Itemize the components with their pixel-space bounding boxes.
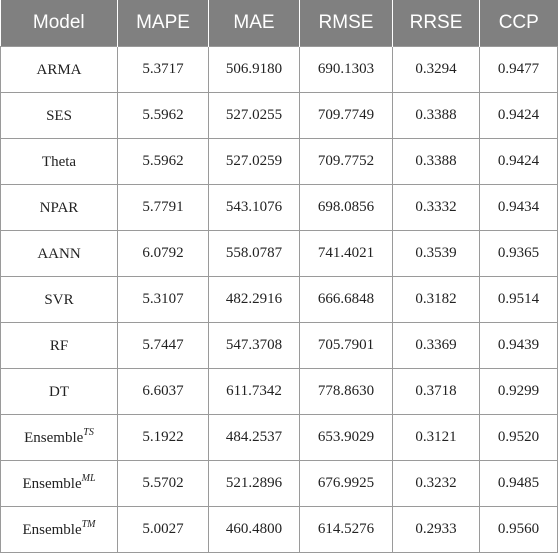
header-mae: MAE: [209, 0, 300, 47]
model-name: Theta: [41, 154, 77, 170]
model-name: RF: [49, 338, 69, 354]
cell-rmse: 705.7901: [300, 323, 393, 369]
table-row: [1, 231, 558, 277]
cell-mape: 5.0027: [118, 507, 209, 553]
cell-rrse: 0.3539: [393, 231, 480, 277]
cell-ccp: 0.9439: [480, 323, 558, 369]
table-header: [1, 0, 558, 47]
cell-ccp: 0.9520: [480, 415, 558, 461]
cell-mae: 460.4800: [209, 507, 300, 553]
model-superscript: TM: [81, 519, 96, 530]
header-rmse: RMSE: [300, 0, 393, 47]
cell-rrse: 0.3388: [393, 93, 480, 139]
header-model: Model: [1, 0, 118, 47]
table-row: [1, 415, 558, 461]
cell-mape: 6.6037: [118, 369, 209, 415]
cell-rmse: 666.6848: [300, 277, 393, 323]
table-row: [1, 369, 558, 415]
cell-model: [1, 93, 118, 139]
cell-model: [1, 415, 118, 461]
cell-rrse: 0.3182: [393, 277, 480, 323]
model-name: Ensemble: [24, 430, 84, 446]
model-name: ARMA: [36, 62, 82, 78]
cell-mae: 521.2896: [209, 461, 300, 507]
cell-rrse: 0.3369: [393, 323, 480, 369]
cell-mae: 527.0259: [209, 139, 300, 185]
cell-rmse: 709.7749: [300, 93, 393, 139]
cell-ccp: 0.9424: [480, 93, 558, 139]
cell-rmse: 741.4021: [300, 231, 393, 277]
cell-mae: 506.9180: [209, 47, 300, 93]
cell-rmse: 698.0856: [300, 185, 393, 231]
cell-mape: 5.7791: [118, 185, 209, 231]
cell-rmse: 653.9029: [300, 415, 393, 461]
cell-mae: 547.3708: [209, 323, 300, 369]
cell-rmse: 709.7752: [300, 139, 393, 185]
model-superscript: ML: [81, 473, 96, 484]
cell-rrse: 0.3121: [393, 415, 480, 461]
cell-ccp: 0.9299: [480, 369, 558, 415]
cell-rmse: 778.8630: [300, 369, 393, 415]
header-rrse: RRSE: [393, 0, 480, 47]
table-row: [1, 93, 558, 139]
cell-rrse: 0.3388: [393, 139, 480, 185]
table-row: [1, 47, 558, 93]
table-row: [1, 139, 558, 185]
cell-rmse: 690.1303: [300, 47, 393, 93]
cell-ccp: 0.9365: [480, 231, 558, 277]
model-name: NPAR: [39, 200, 79, 216]
cell-mape: 5.5702: [118, 461, 209, 507]
cell-model: [1, 231, 118, 277]
table-row: [1, 507, 558, 553]
cell-mape: 5.1922: [118, 415, 209, 461]
model-name: SES: [46, 108, 72, 124]
cell-mape: 6.0792: [118, 231, 209, 277]
cell-ccp: 0.9424: [480, 139, 558, 185]
cell-rrse: 0.3718: [393, 369, 480, 415]
cell-rrse: 0.3232: [393, 461, 480, 507]
table-row: [1, 461, 558, 507]
table-row: [1, 323, 558, 369]
cell-mae: 558.0787: [209, 231, 300, 277]
cell-mae: 482.2916: [209, 277, 300, 323]
header-mape: MAPE: [118, 0, 209, 47]
cell-ccp: 0.9477: [480, 47, 558, 93]
header-ccp: CCP: [480, 0, 558, 47]
cell-ccp: 0.9485: [480, 461, 558, 507]
cell-ccp: 0.9434: [480, 185, 558, 231]
cell-model: [1, 139, 118, 185]
cell-model: [1, 507, 118, 553]
model-name: Ensemble: [22, 476, 82, 492]
cell-model: [1, 277, 118, 323]
cell-mape: 5.7447: [118, 323, 209, 369]
table-body: [1, 47, 558, 553]
cell-mae: 611.7342: [209, 369, 300, 415]
cell-rrse: 0.3294: [393, 47, 480, 93]
cell-model: [1, 185, 118, 231]
model-name: DT: [49, 384, 69, 400]
cell-rmse: 614.5276: [300, 507, 393, 553]
table-row: [1, 277, 558, 323]
cell-model: [1, 323, 118, 369]
table-row: [1, 185, 558, 231]
cell-model: [1, 461, 118, 507]
cell-model: [1, 47, 118, 93]
cell-mae: 484.2537: [209, 415, 300, 461]
cell-mape: 5.5962: [118, 139, 209, 185]
cell-mae: 543.1076: [209, 185, 300, 231]
model-name: Ensemble: [22, 522, 82, 538]
cell-mape: 5.3717: [118, 47, 209, 93]
cell-mae: 527.0255: [209, 93, 300, 139]
cell-mape: 5.3107: [118, 277, 209, 323]
cell-ccp: 0.9514: [480, 277, 558, 323]
cell-rrse: 0.3332: [393, 185, 480, 231]
cell-rmse: 676.9925: [300, 461, 393, 507]
cell-model: [1, 369, 118, 415]
model-superscript: TS: [83, 427, 94, 438]
cell-rrse: 0.2933: [393, 507, 480, 553]
header-row: [1, 0, 558, 47]
model-name: AANN: [37, 246, 81, 262]
cell-ccp: 0.9560: [480, 507, 558, 553]
cell-mape: 5.5962: [118, 93, 209, 139]
model-name: SVR: [44, 292, 74, 308]
